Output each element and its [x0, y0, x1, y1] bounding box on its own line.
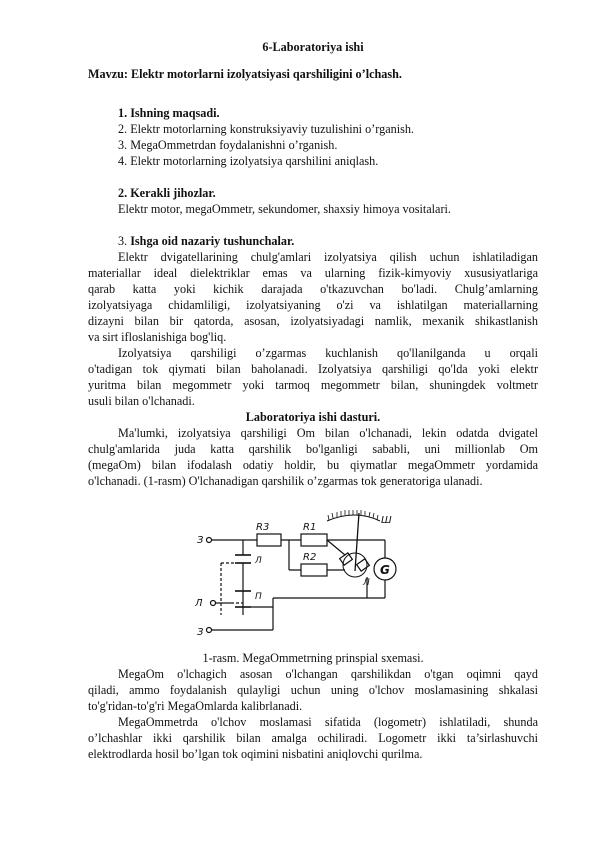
label-g: G — [380, 563, 390, 577]
label-z-top: З — [197, 535, 204, 546]
paragraph-line: Elektr dvigatellarining chulg'amlari izolyatsiya qilish uchun ishlatiladigan — [118, 250, 538, 264]
paragraph-line: izolyatsiyaga chidamliligi, izolyatsiyaning o'zi va ishlatilgan materiallarning — [88, 298, 538, 312]
label-r1: R1 — [303, 522, 317, 533]
label-r3: R3 — [256, 522, 270, 533]
paragraph-line: qiladi, ammo foydalanish qulayligi uchun uning o'lchov moslamasining shkalasi — [88, 683, 538, 697]
section1-item: 3. MegaOmmetrdan foydalanishni o’rganish. — [118, 138, 338, 152]
paragraph-line: o'lchanadi. (1-rasm) O'lchanadigan qarshilik o’zgarmas tok generatoriga ulanadi. — [88, 474, 483, 488]
paragraph-line: va sirt ifloslanishiga bog'liq. — [88, 330, 227, 344]
page-title: 6-Laboratoriya ishi — [262, 40, 364, 54]
label-z-bottom: З — [197, 627, 204, 638]
section3-heading: Ishga oid nazariy tushunchalar. — [130, 234, 295, 248]
label-l-top: Л — [255, 556, 262, 566]
label-l-left: Л — [195, 598, 203, 609]
label-sh: Ш — [381, 515, 392, 526]
paragraph-line: dizayni bilan bir qatorda, asosan, izolyatsiyadagi namlik, mexanik shikastlanish — [88, 314, 538, 328]
megaohmmeter-schematic — [195, 503, 405, 641]
figure-caption: 1-rasm. MegaOmmetrning prinspial sxemasi. — [202, 651, 424, 665]
paragraph-line: to'g'ridan-to'g'ri MegaOmlarda kalibrlanadi. — [88, 699, 303, 713]
paragraph-line: MegaOm o'lchagich asosan o'lchangan qarshilikdan o'tgan oqimni qayd — [118, 667, 538, 681]
section1-heading: 1. Ishning maqsadi. — [118, 106, 220, 120]
section1-item: 4. Elektr motorlarning izolyatsiya qarshilini aniqlash. — [118, 154, 379, 168]
paragraph-line: usuli bilan o'lchanadi. — [88, 394, 195, 408]
section1-item: 2. Elektr motorlarning konstruksiyaviy tuzulishini o’rganish. — [118, 122, 414, 136]
paragraph-line: chulg'amlarida juda katta qarshilik bo'lganligi sababli, uni millionlab Om — [88, 442, 538, 456]
paragraph-line: materiallar ideal dielektriklar emas va ularning fizik-kimyoviy xususiyatlariga — [88, 266, 538, 280]
paragraph-line: (megaOm) bilan ifodalash odatiy holdir, bu qiymatlar megaOmmetr yordamida — [88, 458, 538, 472]
paragraph-line: MegaOmmetrda o'lchov moslamasi sifatida (logometr) ishlatiladi, shunda — [118, 715, 538, 729]
section2-text: Elektr motor, megaOmmetr, sekundomer, shaxsiy himoya vositalari. — [118, 202, 451, 216]
topic-line: Mavzu: Elektr motorlarni izolyatsiyasi qarshiligini o’lchash. — [88, 67, 402, 81]
paragraph-line: qarab katta yoki kichik darajada o'tkazuvchan bo'ladi. Chulg’amlarning — [88, 282, 538, 296]
paragraph-line: yuritma bilan megommetr yoki tarmoq megommetr bilan, shuningdek voltmetr — [88, 378, 538, 392]
section3-number: 3. — [118, 234, 128, 248]
label-l-bottom: П — [255, 592, 262, 602]
section2-heading: 2. Kerakli jihozlar. — [118, 186, 216, 200]
label-r2: R2 — [303, 552, 317, 563]
program-heading: Laboratoriya ishi dasturi. — [245, 410, 381, 424]
section3-heading-line — [118, 234, 538, 250]
paragraph-line: Izolyatsiya qarshiligi o’zgarmas kuchlanish qo'llanilganda u orqali — [118, 346, 538, 360]
paragraph-line: o'tadigan tok qiymati bilan baholanadi. Izolyatsiya qarshiligi qo'lda yoki elektr — [88, 362, 538, 376]
paragraph-line: o’lchashlar ikki qarshilik bilan amalga ochiliradi. Logometr ikki ta’sirlashuvchi — [88, 731, 538, 745]
label-l-meter: Л — [363, 578, 370, 588]
paragraph-line: Ma'lumki, izolyatsiya qarshiligi Om bilan o'lchanadi, lekin odatda dvigatel — [118, 426, 538, 440]
paragraph-line: elektrodlarda hosil bo’lgan tok oqimini nisbatini aniqlovchi qurilma. — [88, 747, 423, 761]
